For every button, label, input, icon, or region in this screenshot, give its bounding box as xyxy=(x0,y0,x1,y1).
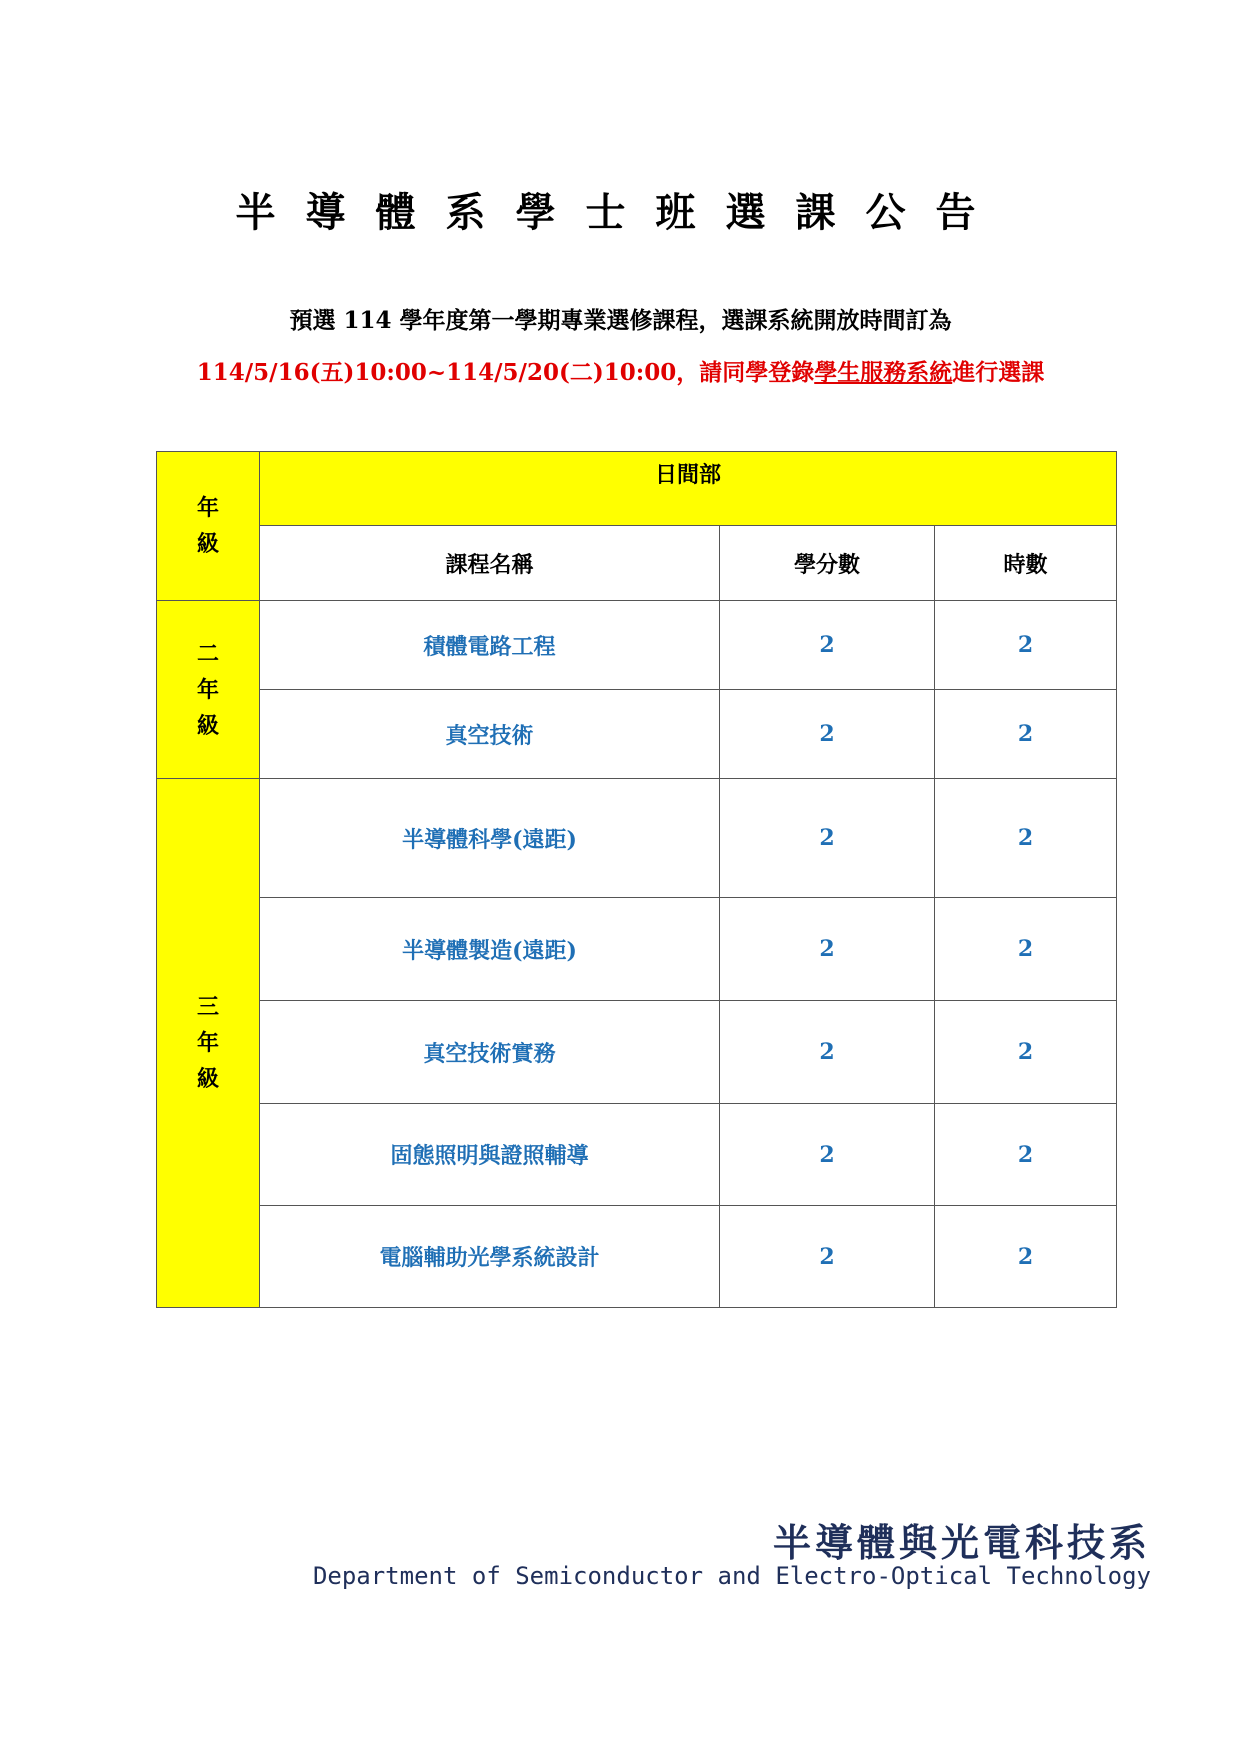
division-header: 日間部 xyxy=(260,452,1117,526)
notice-period-text: 114/5/16(五)10:00~114/5/20(二)10:00，請同學登錄 xyxy=(196,359,815,386)
notice-line-1: 預選 114 學年度第一學期專業選修課程，選課系統開放時間訂為 xyxy=(289,307,952,334)
table-row xyxy=(157,1001,1117,1104)
notice-line-2 xyxy=(0,356,1241,390)
grade-header-char: 級 xyxy=(196,531,219,557)
table-row xyxy=(157,1206,1117,1308)
course-name: 真空技術實務 xyxy=(260,1001,720,1104)
course-table xyxy=(156,451,1117,1308)
course-name: 積體電路工程 xyxy=(260,601,720,690)
course-hours: 2 xyxy=(935,690,1117,779)
department-name-chinese: 半導體與光電科技系 xyxy=(772,1521,1151,1565)
col-header-hours: 時數 xyxy=(935,526,1117,601)
course-hours: 2 xyxy=(935,1206,1117,1308)
course-name: 真空技術 xyxy=(260,690,720,779)
course-credits: 2 xyxy=(720,779,935,898)
course-credits: 2 xyxy=(720,1104,935,1206)
course-hours: 2 xyxy=(935,1001,1117,1104)
course-credits: 2 xyxy=(720,1206,935,1308)
course-credits: 2 xyxy=(720,690,935,779)
course-credits: 2 xyxy=(720,898,935,1001)
department-name-english: Department of Semiconductor and Electro-Optical Technology xyxy=(312,1562,1151,1590)
course-name: 電腦輔助光學系統設計 xyxy=(260,1206,720,1308)
table-row xyxy=(157,601,1117,690)
col-header-course: 課程名稱 xyxy=(260,526,720,601)
grade-header-char: 年 xyxy=(196,495,219,521)
grade-header-cell xyxy=(157,452,260,601)
course-hours: 2 xyxy=(935,779,1117,898)
grade-char: 年 xyxy=(196,676,219,703)
col-header-credits: 學分數 xyxy=(720,526,935,601)
course-hours: 2 xyxy=(935,601,1117,690)
notice-suffix-text: 進行選課 xyxy=(952,359,1045,386)
course-credits: 2 xyxy=(720,601,935,690)
course-hours: 2 xyxy=(935,898,1117,1001)
table-row xyxy=(157,690,1117,779)
grade-cell-second xyxy=(157,601,260,779)
grade-char: 級 xyxy=(196,712,219,739)
grade-cell-third xyxy=(157,779,260,1308)
course-credits: 2 xyxy=(720,1001,935,1104)
grade-char: 年 xyxy=(196,1030,219,1056)
course-name: 半導體製造(遠距) xyxy=(260,898,720,1001)
table-row xyxy=(157,1104,1117,1206)
table-row xyxy=(157,898,1117,1001)
grade-char: 二 xyxy=(196,640,219,667)
student-service-system-link[interactable]: 學生服務系統 xyxy=(814,359,953,386)
table-row xyxy=(157,779,1117,898)
course-hours: 2 xyxy=(935,1104,1117,1206)
grade-char: 級 xyxy=(196,1066,219,1092)
course-name: 固態照明與證照輔導 xyxy=(260,1104,720,1206)
course-name: 半導體科學(遠距) xyxy=(260,779,720,898)
page-title: 半導體系學士班選課公告 xyxy=(235,189,1006,236)
grade-char: 三 xyxy=(196,994,219,1020)
